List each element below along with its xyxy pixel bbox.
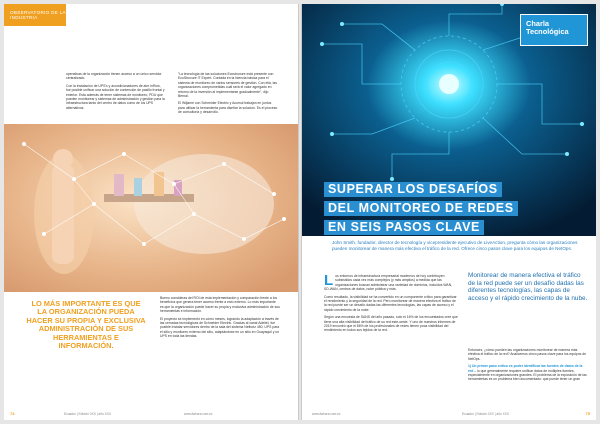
title-line-1: SUPERAR LOS DESAFÍOS — [324, 182, 502, 197]
page-number-right: 75 — [585, 411, 590, 416]
paragraph-text: os entornos de infraestructura empresarial modernos de hoy contribuyen subsistidos cada vez más complejos (y más amplios) a medida que las organizaciones buscan administrar una variedad de dominios, incluidos WAN, SD-WAN, centros de datos, nube pública y más. — [324, 274, 453, 292]
step-heading: 1) Un primer paso crítico es poder identificar las fuentes de datos de la red — [468, 364, 583, 373]
left-column-lower — [160, 296, 280, 342]
paragraph: El Wiljame con Schneider Electric y Acumul trabajan en juntos para utilizar la herramienta para diseñar la solución. Es el proceso de consultoría y desarrollo. — [178, 101, 278, 115]
lab-photo — [4, 124, 298, 292]
footer-text-right: Ecuador | Edición 0XX | año XXX — [462, 412, 510, 416]
pull-quote: LO MÁS IMPORTANTE ES QUE LA ORGANIZACIÓN PUEDA HACER SU PROPIA Y EXCLUSIVA ADMINISTRACIÓN DE SUS HERRAMIENTAS E INFORMACIÓN. — [26, 299, 146, 351]
right-column-2 — [468, 348, 588, 385]
title-line-2: DEL MONITOREO DE REDES — [324, 201, 518, 216]
article-title — [324, 180, 586, 237]
charla-tecnologica-badge — [520, 14, 588, 46]
right-page — [302, 4, 596, 420]
page-number-left: 74 — [10, 411, 15, 416]
paragraph: "La tecnología de las soluciones Ecostruxure está presente con EcoStruxure IT Expert. Contada en la licencia básica para el sistema de monitoreo de varios sensores de gestión. Con ella, las organizaciones comprometidas cuál será el valor agregado en retorno de la inversión al implementarse gradualmente", dijo Bernal. — [178, 72, 277, 99]
footer-url-right: www.itahora.com.ec — [312, 412, 341, 416]
title-line-3: EN SEIS PASOS CLAVE — [324, 220, 484, 235]
section-tab — [4, 4, 66, 26]
left-column-1 — [66, 72, 166, 113]
step-text: – lo que generalmente requiere unificar datos de múltiples fuentes, especialmente en organizaciones grandes. El problema de la exposición de las herramientas es un problema bien documentado: que puede tener un gran — [468, 368, 587, 382]
paragraph: Según una encuesta de SANS del año pasado, solo el 16% de los encuestados cree que tiene una alta visibilidad del tráfico de su red este-oeste. Y uno de nuestros informes de 2019 encontró que el 86% de los profesionales de redes tienen poca visibilidad del rendimiento en todos sus tejidos de la red. — [324, 315, 458, 333]
lab-photo-illustration — [4, 124, 298, 292]
footer-url-left: www.itahora.com.ec — [184, 412, 213, 416]
paragraph — [468, 364, 588, 382]
footer-text-left: Ecuador | Edición 0XX | año XXX — [64, 412, 112, 416]
paragraph: operativas de la organización tienen acceso a un único servidor centralizado. — [66, 72, 162, 81]
paragraph — [324, 274, 458, 292]
left-page — [4, 4, 298, 420]
paragraph: Como resultado, la visibilidad se ha convertido en un componente crítico para garantizar el rendimiento y la seguridad de la red. Pero monitorear de manera efectiva el tráfico de la red puede ser un desafío dadas las diferentes tecnologías, las capas de acceso y el rápido crecimiento de la nube. — [324, 294, 457, 312]
article-lede: John Smith, fundador, director de tecnología y vicepresidente ejecutivo de LiveAction, pregunta cómo las organizaciones pueden monitorear de manera más efectiva el tráfico de la red. Ofrece cinco pasos clave para los equipos de NetOps. — [332, 240, 578, 251]
paragraph: El proyecto se implementó en cómo meses, logrando la adaptación a través de las cerradas tecnológicas de Schneider Electric. Gracias al canal Adeitel, fue posible instalar servidores dentro de la sala del sistema Netbotz 450, UPS para el sitio y monitoreo externo del sitio, adaptándose en un sitio en Guayaquil y un UPS en toda las tiendas. — [160, 316, 280, 339]
drop-cap: L — [324, 272, 334, 289]
paragraph: Bueno consideras del ROI de esta implementación y comparación frente a los beneficios que genera tener acceso frente a esto externo. Lo más importante es que la organización puede hacer su propia y exclusiva administración de sus herramientas e información. — [160, 296, 280, 314]
paragraph: Entonces, ¿cómo pueden las organizaciones monitorear de manera más efectiva el tráfico de la red? Analicemos cinco pasos clave para los equipos de NetOps. — [468, 348, 586, 361]
left-column-2 — [178, 72, 278, 118]
right-column-1 — [324, 274, 458, 336]
paragraph: Con la instalación de UPS's y acondicionadores de aire InRow, fue posible unificar una solución de contención de pasillo frontal y exterior. Esta además de tener sistemas de monitoreo, PDU que pueden monitorear y sistemas de administración y gestión para la infraestructura tanto del centro de datos como de los UPS alternativos. — [66, 83, 165, 110]
badge-label: Charla Tecnológica — [526, 19, 569, 37]
blue-pull-quote: Monitorear de manera efectiva el tráfico de la red puede ser un desafío dadas las diferentes tecnologías, las capas de acceso y el rápido crecimiento de la nube. — [468, 272, 588, 302]
section-label: OBSERVATORIO DE LA INDUSTRIA — [10, 10, 66, 21]
